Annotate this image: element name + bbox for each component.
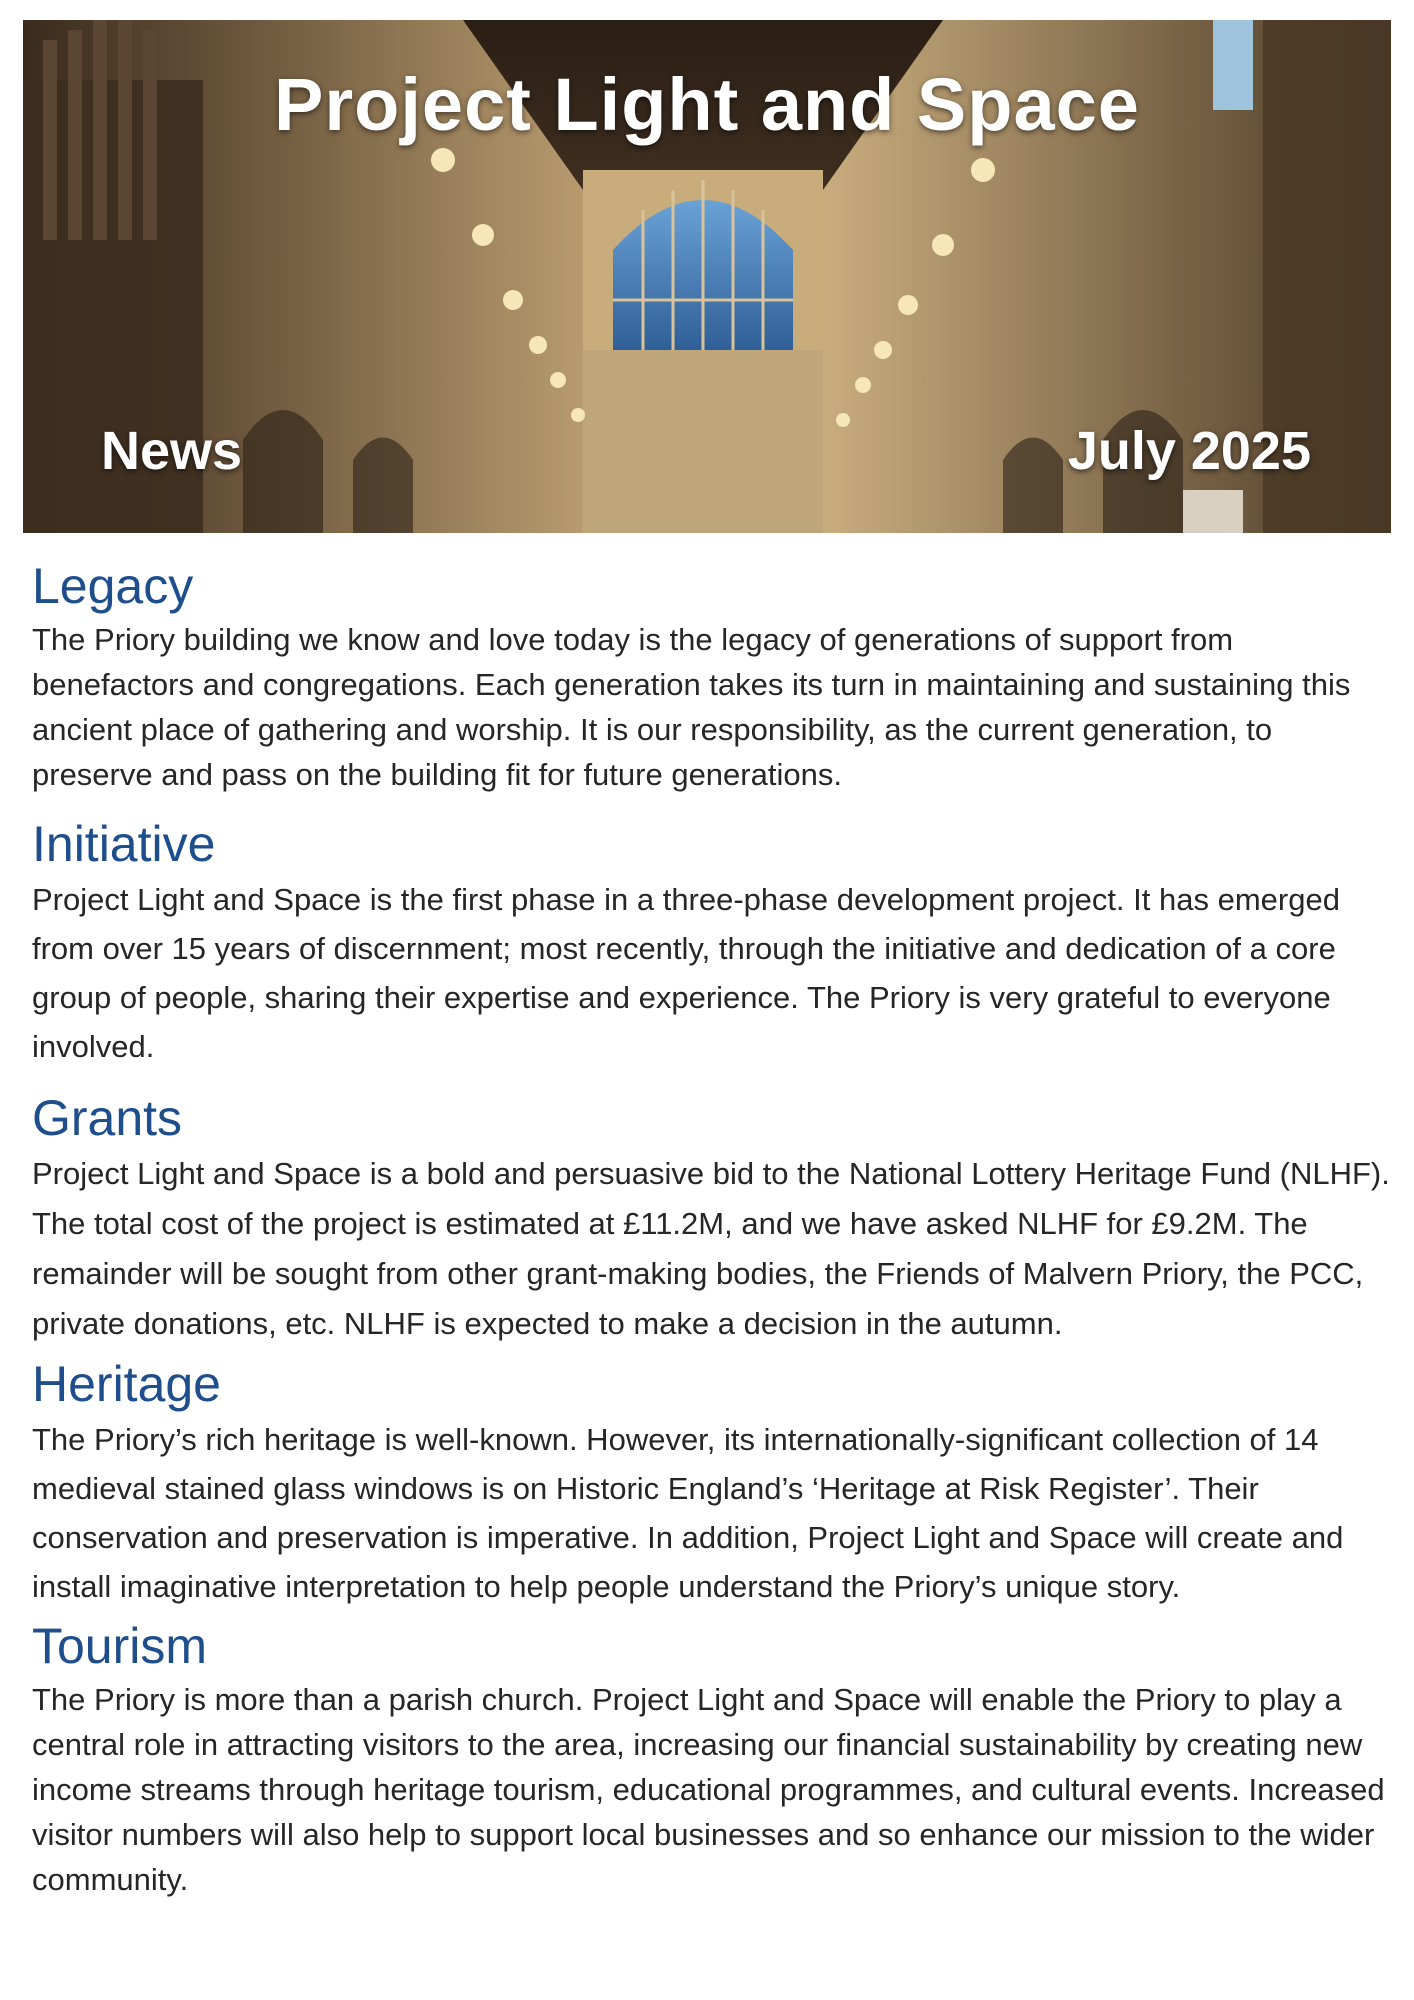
section-heading: Initiative: [32, 816, 216, 872]
section-body: The Priory’s rich heritage is well-known. However, its internationally-significant collection of 14 medieval stained glass windows is on Historic England’s ‘Heritage at Risk Register’. Their conservation and preservation is imperative. In addition, Project Light and Space will create and install imaginative interpretation to help people understand the Priory’s unique story.: [32, 1422, 1344, 1604]
section-body: Project Light and Space is the first phase in a three-phase development project. It has emerged from over 15 years of discernment; most recently, through the initiative and dedication of a core group of people, sharing their expertise and experience. The Priory is very grateful to everyone involved.: [32, 882, 1340, 1064]
section-body: Project Light and Space is a bold and persuasive bid to the National Lottery Heritage Fund (NLHF). The total cost of the project is estimated at £11.2M, and we have asked NLHF for £9.2M. The remainder will be sought from other grant-making bodies, the Friends of Malvern Priory, the PCC, private donations, etc. NLHF is expected to make a decision in the autumn.: [32, 1156, 1390, 1341]
section-body: The Priory is more than a parish church. Project Light and Space will enable the Priory to play a central role in attracting visitors to the area, increasing our financial sustainability by creating new income streams through heritage tourism, educational programmes, and cultural events. Increased visitor numbers will also help to support local businesses and so enhance our mission to the wider community.: [32, 1682, 1385, 1897]
page-title: Project Light and Space: [274, 63, 1140, 146]
section-heading: Heritage: [32, 1356, 221, 1412]
section-heading: Legacy: [32, 558, 194, 614]
newsletter-content: [32, 555, 1392, 1918]
section-heritage: [32, 1353, 1392, 1611]
section-grants: [32, 1087, 1392, 1349]
section-initiative: [32, 813, 1392, 1071]
section-heading: Grants: [32, 1090, 183, 1146]
section-tourism: [32, 1615, 1392, 1902]
section-legacy: [32, 555, 1392, 797]
section-body: The Priory building we know and love today is the legacy of generations of support from benefactors and congregations. Each generation takes its turn in maintaining and sustaining this ancient place of gathering and worship. It is our responsibility, as the current generation, to preserve and pass on the building fit for future generations.: [32, 622, 1351, 792]
news-label: News: [101, 421, 243, 481]
header-banner: [23, 20, 1391, 533]
issue-date: July 2025: [1067, 421, 1311, 481]
section-heading: Tourism: [32, 1618, 208, 1674]
